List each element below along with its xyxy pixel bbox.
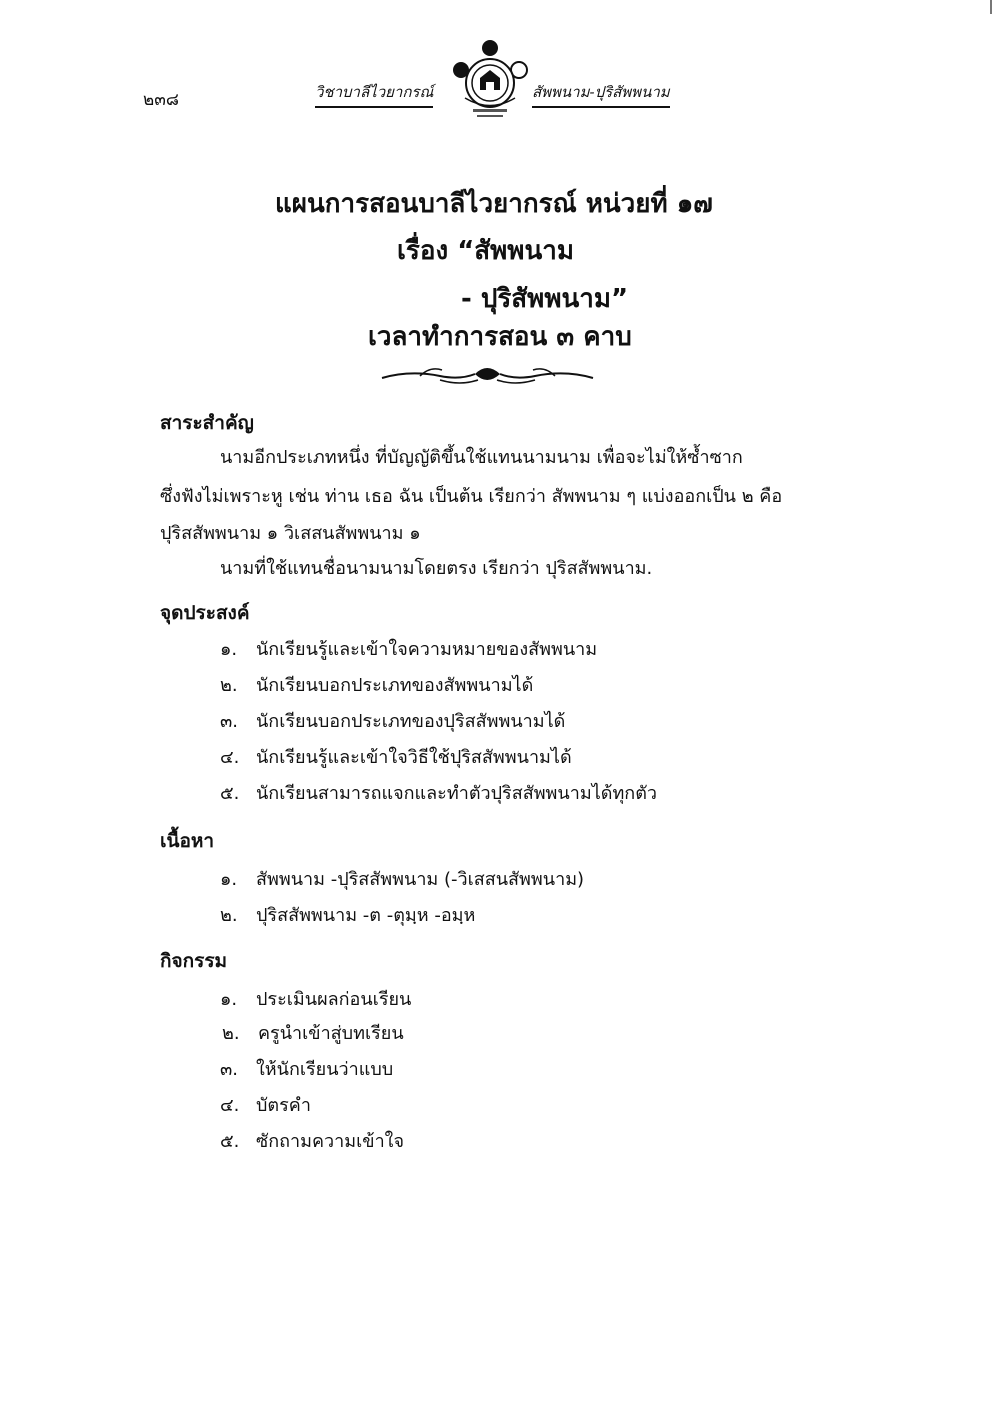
section-heading-content: เนื้อหา <box>160 830 215 852</box>
objective-item <box>220 634 597 663</box>
plan-subject-line: เรื่อง “สัพพนาม <box>397 236 574 266</box>
objective-item <box>220 778 657 807</box>
activity-number: ๑. <box>220 989 238 1010</box>
section-heading-activities: กิจกรรม <box>160 950 228 972</box>
header-subject: วิชาบาลีไวยากรณ์ <box>315 80 433 108</box>
activity-text: ซักถามความเข้าใจ <box>256 1131 405 1152</box>
objective-text: นักเรียนบอกประเภทของสัพพนามได้ <box>256 675 534 696</box>
objective-text: นักเรียนรู้และเข้าใจวิธีใช้ปุริสสัพพนามได้ <box>256 747 572 768</box>
content-number: ๑. <box>220 869 238 890</box>
objective-number: ๓. <box>220 711 239 732</box>
objective-item <box>220 742 572 771</box>
content-text: ปุริสสัพพนาม -ต -ตุมฺห -อมฺห <box>256 905 476 926</box>
objective-number: ๒. <box>220 675 238 696</box>
content-text: สัพพนาม -ปุริสสัพพนาม (-วิเสสนสัพพนาม) <box>256 869 585 890</box>
objective-text: นักเรียนรู้และเข้าใจความหมายของสัพพนาม <box>256 639 598 660</box>
activity-number: ๕. <box>220 1131 240 1152</box>
activity-item <box>220 1054 393 1083</box>
plan-subject-line-2: - ปุริสัพพนาม” <box>461 284 629 314</box>
school-emblem-icon <box>445 38 535 123</box>
objective-number: ๕. <box>220 783 240 804</box>
activity-text: ให้นักเรียนว่าแบบ <box>256 1059 394 1080</box>
activity-item <box>220 1126 404 1155</box>
activity-text: ประเมินผลก่อนเรียน <box>256 989 412 1010</box>
essence-paragraph-line-3: ปุริสสัพพนาม ๑ วิเสสนสัพพนาม ๑ <box>160 523 421 544</box>
objective-number: ๑. <box>220 639 238 660</box>
essence-paragraph-line-2: ซึ่งฟังไม่เพราะหู เช่น ท่าน เธอ ฉัน เป็นต้น เรียกว่า สัพพนาม ๆ แบ่งออกเป็น ๒ คือ <box>160 486 783 507</box>
activity-number: ๒. <box>222 1023 240 1044</box>
activity-item <box>220 1090 311 1119</box>
activity-item <box>222 1018 404 1047</box>
objective-text: นักเรียนสามารถแจกและทำตัวปุริสสัพพนามได้ทุกตัว <box>256 783 658 804</box>
section-heading-objectives: จุดประสงค์ <box>160 602 250 624</box>
activity-text: ครูนำเข้าสู่บทเรียน <box>258 1023 404 1044</box>
essence-paragraph-line-1: นามอีกประเภทหนึ่ง ที่บัญญัติขึ้นใช้แทนนามนาม เพื่อจะไม่ให้ซ้ำซาก <box>220 447 743 468</box>
activity-text: บัตรคำ <box>256 1095 311 1116</box>
content-number: ๒. <box>220 905 238 926</box>
objective-text: นักเรียนบอกประเภทของปุริสสัพพนามได้ <box>256 711 566 732</box>
header-topic: สัพพนาม-ปุริสัพพนาม <box>532 80 670 108</box>
decorative-divider-icon <box>380 364 595 388</box>
activity-number: ๔. <box>220 1095 240 1116</box>
page-edge-mark <box>990 0 1000 14</box>
essence-paragraph-2: นามที่ใช้แทนชื่อนามนามโดยตรง เรียกว่า ปุริสสัพพนาม. <box>220 558 653 579</box>
content-item <box>220 900 475 929</box>
plan-duration: เวลาทำการสอน ๓ คาบ <box>368 322 632 352</box>
page-number: ๒๓๘ <box>143 90 179 110</box>
plan-title: แผนการสอนบาลีไวยากรณ์ หน่วยที่ ๑๗ <box>275 189 713 219</box>
section-heading-essence: สาระสำคัญ <box>160 412 254 434</box>
activity-number: ๓. <box>220 1059 239 1080</box>
objective-item <box>220 706 565 735</box>
objective-number: ๔. <box>220 747 240 768</box>
objective-item <box>220 670 533 699</box>
activity-item <box>220 984 411 1013</box>
content-item <box>220 864 584 893</box>
